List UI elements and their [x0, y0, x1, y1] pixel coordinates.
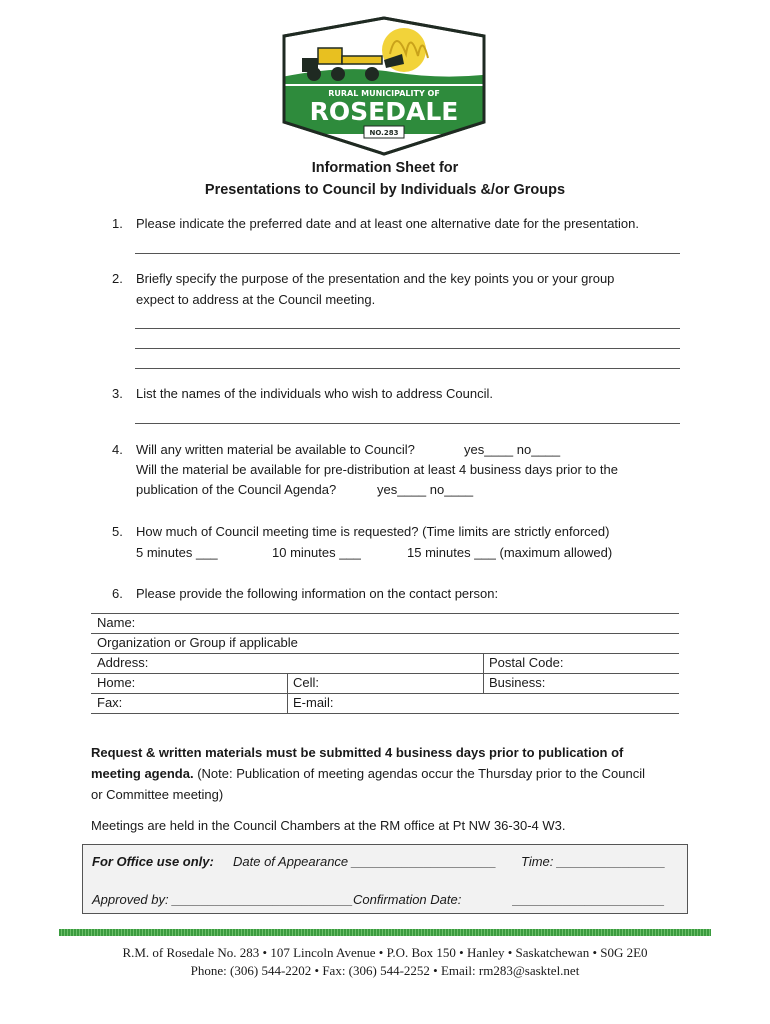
logo-line1: RURAL MUNICIPALITY OF — [328, 89, 440, 98]
contact-row-address[interactable] — [91, 653, 679, 673]
option-5-minutes[interactable]: 5 minutes ___ — [136, 545, 218, 560]
question-text: Please indicate the preferred date and at least one alternative date for the presentation. — [136, 216, 640, 231]
contact-row-fax[interactable] — [91, 693, 679, 714]
fax-label: Fax: — [97, 695, 123, 710]
title-line2: Presentations to Council by Individuals &/or Groups — [204, 182, 566, 198]
question-text: publication of the Council Agenda? — [136, 482, 337, 497]
answer-line[interactable] — [135, 368, 680, 369]
cell-label: Cell: — [293, 675, 320, 690]
question-number: 5. — [112, 524, 123, 539]
question-number: 2. — [112, 271, 123, 286]
notice-text — [91, 742, 681, 805]
question-number: 3. — [112, 386, 123, 401]
name-label: Name: — [97, 615, 136, 630]
title-line1: Information Sheet for — [311, 160, 459, 176]
question-text: How much of Council meeting time is requested? (Time limits are strictly enforced) — [136, 524, 610, 539]
footer-address: R.M. of Rosedale No. 283 • 107 Lincoln Avenue • P.O. Box 150 • Hanley • Saskatchewan • S0G 2E0 — [122, 945, 648, 960]
yes-no-option[interactable]: yes____ no____ — [464, 442, 561, 457]
option-10-minutes[interactable]: 10 minutes ___ — [272, 545, 361, 560]
contact-row-phone[interactable] — [91, 673, 679, 693]
confirmation-date-line[interactable]: _____________________ — [513, 892, 665, 907]
notice-bold: Request & written materials must be submitted 4 business days prior to publication of — [91, 745, 624, 760]
meeting-location: Meetings are held in the Council Chambers at the RM office at Pt NW 36-30-4 W3. — [91, 818, 566, 833]
org-label: Organization or Group if applicable — [97, 635, 298, 650]
office-use-box — [82, 844, 688, 914]
logo-number: NO.283 — [369, 129, 399, 137]
question-number: 1. — [112, 216, 123, 231]
approved-by-field[interactable]: Approved by: _________________________Confirmation Date: — [92, 892, 462, 907]
question-number: 6. — [112, 586, 123, 601]
contact-row-name[interactable] — [91, 613, 679, 633]
answer-line[interactable] — [135, 348, 680, 349]
notice-bold: meeting agenda. — [91, 766, 194, 781]
question-text: Briefly specify the purpose of the presentation and the key points you or your group — [136, 271, 615, 286]
email-label: E-mail: — [293, 695, 334, 710]
question-text: expect to address at the Council meeting. — [136, 292, 376, 307]
question-text: Please provide the following information on the contact person: — [136, 586, 499, 601]
time-field[interactable]: Time: _______________ — [521, 854, 666, 869]
question-number: 4. — [112, 442, 123, 457]
question-text: Will the material be available for pre-distribution at least 4 business days prior to the — [136, 462, 618, 477]
home-label: Home: — [97, 675, 136, 690]
date-of-appearance-field[interactable]: Date of Appearance ____________________ — [233, 854, 497, 869]
option-15-minutes[interactable]: 15 minutes ___ (maximum allowed) — [407, 545, 613, 560]
contact-row-org[interactable] — [91, 633, 679, 653]
question-text: List the names of the individuals who wish to address Council. — [136, 386, 493, 401]
notice-note: or Committee meeting) — [91, 787, 224, 802]
business-label: Business: — [489, 675, 546, 690]
answer-line[interactable] — [135, 253, 680, 254]
notice-note: (Note: Publication of meeting agendas occur the Thursday prior to the Council — [193, 766, 645, 781]
postal-code-label: Postal Code: — [489, 655, 564, 670]
rm-rosedale-logo — [272, 14, 496, 156]
footer-contact: Phone: (306) 544-2202 • Fax: (306) 544-2252 • Email: rm283@sasktel.net — [190, 963, 580, 978]
office-use-label: For Office use only: — [92, 854, 214, 869]
yes-no-option[interactable]: yes____ no____ — [377, 482, 474, 497]
address-label: Address: — [97, 655, 149, 670]
logo-name: ROSEDALE — [309, 97, 459, 126]
contact-table — [91, 613, 679, 714]
answer-line[interactable] — [135, 328, 680, 329]
question-text: Will any written material be available to Council? — [136, 442, 415, 457]
answer-line[interactable] — [135, 423, 680, 424]
footer-divider — [59, 929, 711, 936]
